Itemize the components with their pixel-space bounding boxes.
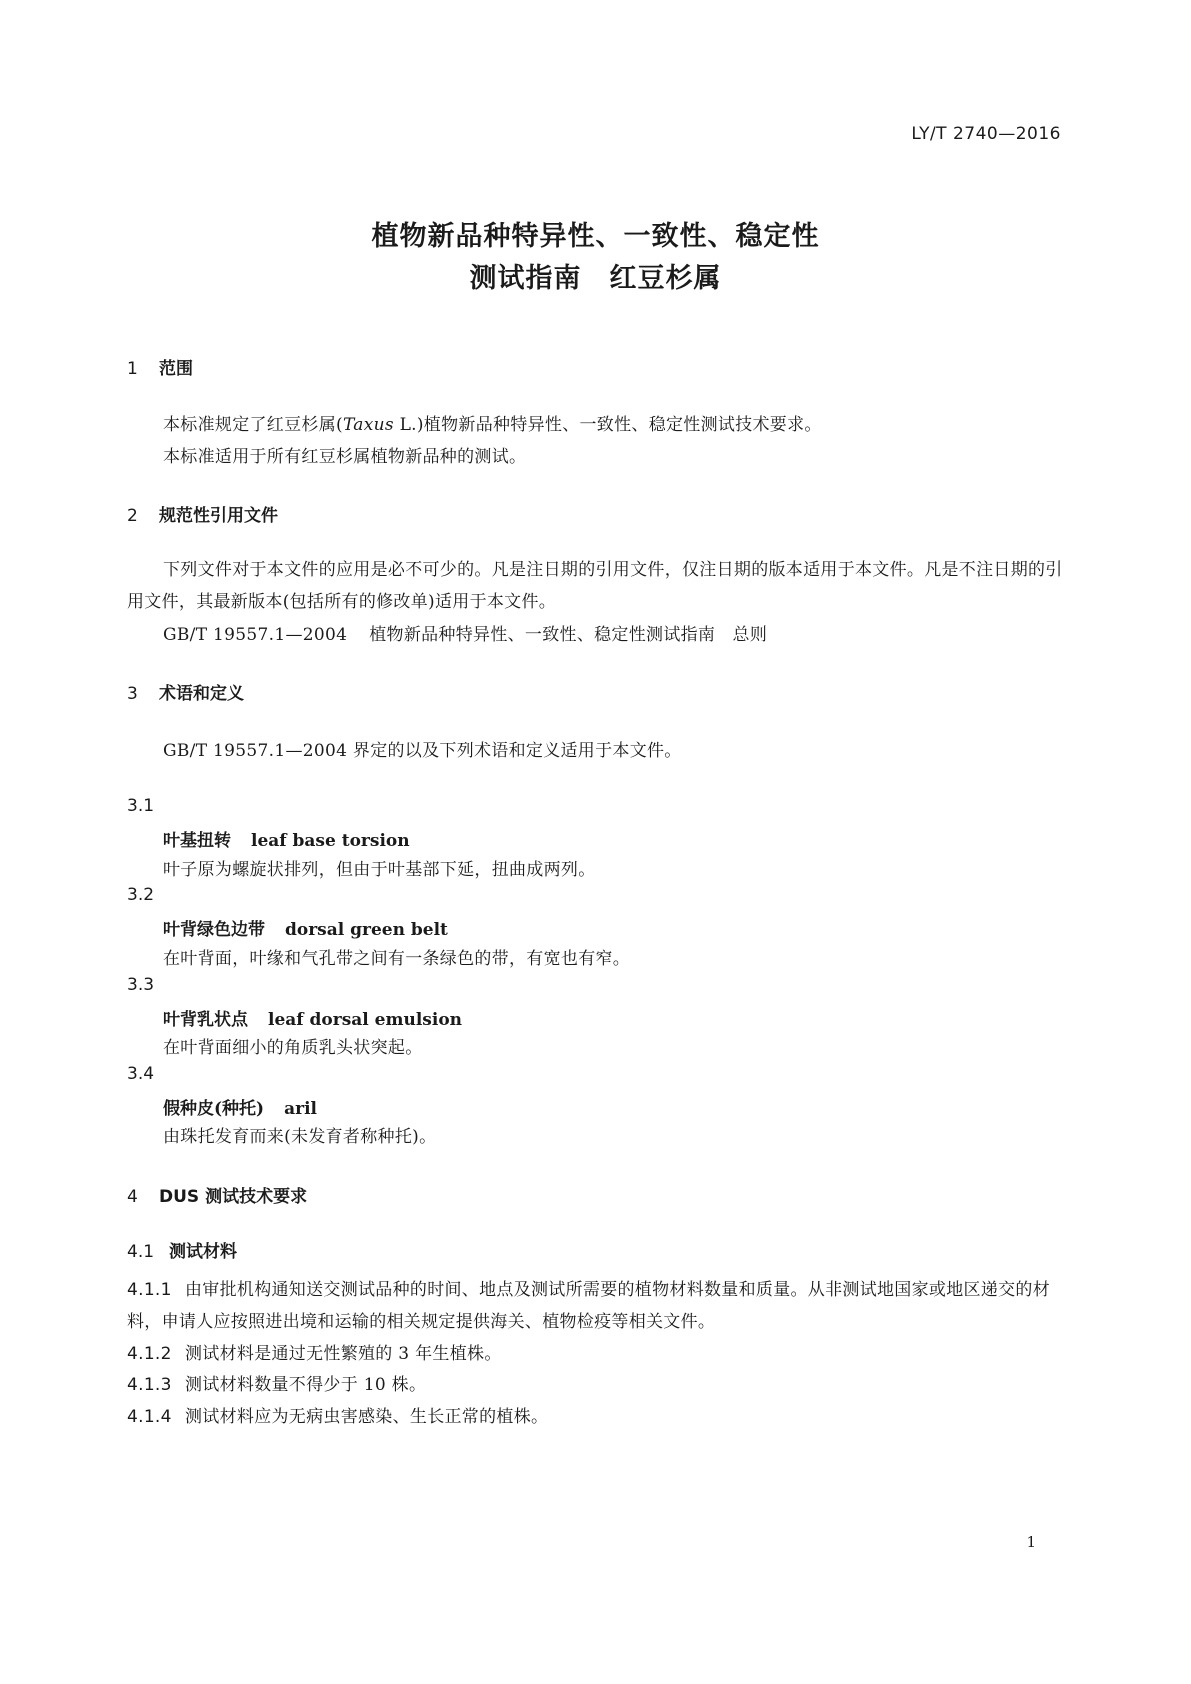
- term-en: aril: [284, 1099, 317, 1119]
- section-number: 4: [127, 1187, 138, 1207]
- clause-number: 4.1.1: [127, 1280, 172, 1300]
- term-number: 3.3: [127, 975, 155, 995]
- term-number: 3.2: [127, 885, 155, 905]
- clause-text: 测试材料是通过无性繁殖的 3 年生植株。: [185, 1344, 502, 1364]
- reference-code: GB/T 19557.1—2004: [163, 625, 348, 645]
- subsection-4-1-heading: [127, 1237, 237, 1262]
- clause: [127, 1339, 502, 1364]
- section-4-heading: [127, 1182, 307, 1207]
- text: L.)植物新品种特异性、一致性、稳定性测试技术要求。: [393, 415, 822, 435]
- clause-text: 测试材料数量不得少于 10 株。: [185, 1375, 427, 1395]
- term-name: [163, 1094, 317, 1119]
- section-title: 规范性引用文件: [159, 506, 278, 526]
- term-zh: 假种皮(种托): [163, 1099, 265, 1119]
- term-definition: 叶子原为螺旋状排列，但由于叶基部下延，扭曲成两列。: [163, 860, 596, 880]
- term-definition: 在叶背面，叶缘和气孔带之间有一条绿色的带，有宽也有窄。: [163, 949, 631, 969]
- section-title: 术语和定义: [159, 684, 244, 704]
- term-zh: 叶基扭转: [163, 831, 231, 851]
- section-title: DUS 测试技术要求: [159, 1187, 308, 1207]
- section-number: 1: [127, 359, 138, 379]
- term-number: 3.4: [127, 1064, 155, 1084]
- term-name: [163, 915, 448, 940]
- text: 本标准规定了红豆杉属(: [163, 415, 343, 435]
- clause-number: 4.1.2: [127, 1344, 172, 1364]
- page-number: 1: [1026, 1533, 1036, 1551]
- clause-text: 由审批机构通知送交测试品种的时间、地点及测试所需要的植物材料数量和质量。从非测试地国家或地区递交的材料，申请人应按照进出境和运输的相关规定提供海关、植物检疫等相关文件。: [127, 1280, 1050, 1332]
- term-definition: 由珠托发育而来(未发育者称种托)。: [163, 1127, 437, 1147]
- document-title-line2: 测试指南 红豆杉属: [469, 263, 722, 294]
- term-en: leaf base torsion: [251, 831, 410, 851]
- section-2-heading: [127, 501, 278, 526]
- term-en: dorsal green belt: [285, 920, 448, 940]
- genus-name: Taxus: [342, 415, 394, 435]
- reference-title: 植物新品种特异性、一致性、稳定性测试指南 总则: [369, 625, 768, 645]
- subsection-title: 测试材料: [169, 1242, 237, 1262]
- paragraph: GB/T 19557.1—2004 界定的以及下列术语和定义适用于本文件。: [163, 741, 682, 761]
- term-zh: 叶背绿色边带: [163, 920, 265, 940]
- section-number: 2: [127, 506, 138, 526]
- subsection-number: 4.1: [127, 1242, 155, 1262]
- term-zh: 叶背乳状点: [163, 1010, 248, 1030]
- term-name: [163, 1005, 462, 1030]
- document-title-line1: 植物新品种特异性、一致性、稳定性: [371, 221, 820, 252]
- clause: [127, 1370, 426, 1395]
- section-title: 范围: [159, 359, 193, 379]
- clause: [127, 1274, 1069, 1338]
- section-3-heading: [127, 679, 244, 704]
- term-en: leaf dorsal emulsion: [268, 1010, 463, 1030]
- section-number: 3: [127, 684, 138, 704]
- clause-number: 4.1.3: [127, 1375, 172, 1395]
- paragraph: [163, 410, 822, 435]
- section-1-heading: [127, 354, 193, 379]
- normative-reference: [163, 620, 767, 645]
- paragraph: 本标准适用于所有红豆杉属植物新品种的测试。: [163, 447, 527, 467]
- clause-text: 测试材料应为无病虫害感染、生长正常的植株。: [185, 1407, 549, 1427]
- term-definition: 在叶背面细小的角质乳头状突起。: [163, 1038, 423, 1058]
- term-number: 3.1: [127, 796, 155, 816]
- clause: [127, 1402, 548, 1427]
- standard-code: LY/T 2740—2016: [911, 124, 1061, 144]
- clause-number: 4.1.4: [127, 1407, 172, 1427]
- term-name: [163, 826, 410, 851]
- paragraph: 下列文件对于本文件的应用是必不可少的。凡是注日期的引用文件，仅注日期的版本适用于本文件。凡是不注日期的引用文件，其最新版本(包括所有的修改单)适用于本文件。: [127, 560, 1063, 612]
